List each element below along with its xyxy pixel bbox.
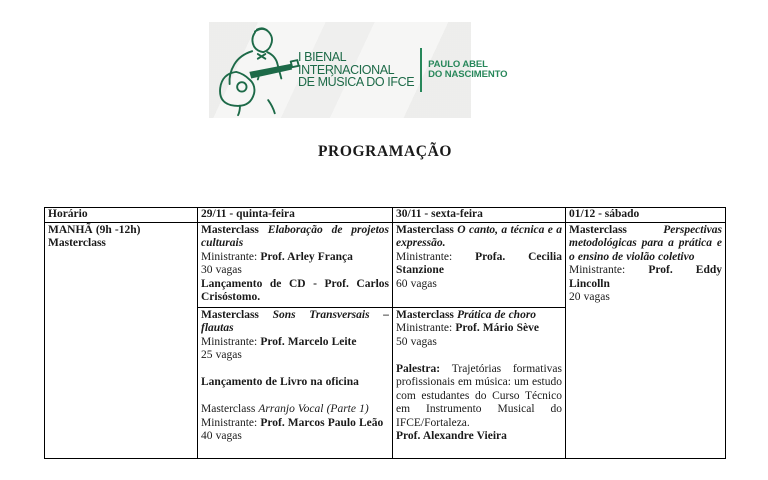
text-run: 20 vagas — [569, 291, 610, 303]
paragraph — [396, 336, 562, 350]
paragraph — [569, 291, 722, 305]
paragraph — [396, 363, 562, 431]
schedule-cell — [45, 223, 197, 458]
text-run: Ministrante: — [569, 264, 649, 276]
text-run: Prof. Marcos Paulo Leão — [260, 416, 384, 429]
text-run: Profa. Cecilia Stanzione — [396, 250, 562, 276]
schedule-block — [569, 224, 722, 305]
text-run: Masterclass — [201, 223, 268, 236]
logo-event-line: I BIENAL — [298, 50, 347, 65]
text-run: Masterclass — [201, 403, 259, 415]
column-header: 29/11 - quinta-feira — [197, 208, 392, 222]
text-run: Trajetórias formativas profissionais em música: um estudo com estudantes do Curso Técnico em Instrumento Musical do IFCE/Fortaleza. — [396, 362, 563, 429]
column-header: 01/12 - sábado — [565, 208, 725, 222]
logo-event-line: INTERNACIONAL — [298, 62, 395, 77]
paragraph — [201, 224, 389, 251]
column-header: Horário — [48, 208, 88, 220]
logo-person-line: PAULO ABEL — [428, 59, 488, 70]
text-run: 60 vagas — [396, 277, 437, 290]
page-title: PROGRAMAÇÃO — [317, 143, 453, 160]
schedule-block — [48, 224, 194, 251]
table-header-row — [45, 208, 725, 223]
event-logo — [209, 22, 508, 118]
logo-divider — [420, 48, 422, 92]
schedule-block — [396, 224, 562, 307]
paragraph — [201, 376, 389, 390]
logo-text — [298, 48, 507, 92]
text-run: 40 vagas — [201, 430, 242, 442]
schedule-block — [393, 307, 565, 444]
paragraph — [201, 278, 389, 305]
paragraph — [396, 322, 562, 336]
column-header: 30/11 - sexta-feira — [392, 208, 565, 222]
schedule-cell — [392, 223, 565, 458]
paragraph — [569, 224, 722, 265]
text-run: Ministrante: — [201, 335, 261, 348]
logo-event-line: DE MÚSICA DO IFCE — [298, 75, 415, 90]
paragraph — [201, 430, 389, 444]
schedule-cell — [197, 223, 392, 458]
paragraph — [201, 390, 389, 404]
paragraph — [396, 309, 562, 323]
paragraph — [396, 251, 562, 278]
paragraph — [48, 237, 194, 251]
paragraph — [569, 264, 722, 291]
paragraph — [396, 224, 562, 251]
text-run: Ministrante: — [396, 322, 456, 334]
paragraph — [201, 336, 389, 350]
paragraph — [396, 278, 562, 292]
text-run: Masterclass — [201, 308, 273, 321]
text-run: Masterclass — [396, 308, 458, 321]
text-run: Prof. Marcelo Leite — [260, 335, 357, 348]
text-run: Masterclass — [396, 223, 458, 236]
text-run: 30 vagas — [201, 264, 242, 276]
text-run: Prof. Arley França — [260, 250, 353, 263]
text-run: Elaboração de projetos culturais — [201, 223, 389, 249]
text-run: Palestra: — [396, 362, 452, 375]
schedule-block — [198, 307, 392, 444]
paragraph — [201, 349, 389, 363]
text-run: Sons Transversais – flautas — [201, 308, 389, 334]
text-run: Lançamento de Livro na oficina — [201, 376, 359, 388]
text-run: 25 vagas — [201, 349, 242, 361]
text-run: MANHÃ (9h -12h) — [48, 223, 141, 236]
paragraph — [396, 430, 562, 444]
paragraph — [201, 363, 389, 377]
text-run: Ministrante: — [201, 416, 261, 429]
paragraph — [201, 264, 389, 278]
text-run: Lançamento de CD - Prof. Carlos Crisóstomo. — [201, 277, 389, 303]
guitarist-icon — [208, 23, 302, 117]
table-body-row — [45, 223, 725, 458]
text-run: Arranjo Vocal (Parte 1) — [258, 403, 369, 415]
text-run: Ministrante: — [396, 250, 476, 263]
text-run: Perspectivas metodológicas para a prática e o ensino de violão coletivo — [569, 223, 722, 263]
logo-person-line: DO NASCIMENTO — [428, 69, 508, 80]
logo-event-name — [298, 51, 414, 89]
paragraph — [201, 309, 389, 336]
schedule-block — [201, 224, 389, 307]
paragraph — [201, 251, 389, 265]
text-run: 50 vagas — [396, 335, 437, 348]
text-run: Ministrante: — [201, 250, 261, 263]
text-run: Prof. Mário Sève — [455, 322, 539, 334]
paragraph — [396, 291, 562, 305]
text-run: Prof. Eddy Lincolln — [569, 264, 722, 290]
text-run: Masterclass — [48, 237, 106, 249]
schedule-table — [44, 207, 726, 459]
schedule-cell — [565, 223, 725, 458]
text-run: Prática de choro — [457, 308, 537, 321]
paragraph — [48, 224, 194, 238]
text-run: O canto, a técnica e a expressão. — [396, 223, 563, 249]
text-run: Masterclass — [569, 223, 664, 236]
text-run: Prof. Alexandre Vieira — [396, 430, 507, 442]
paragraph — [201, 403, 389, 417]
logo-person-name — [428, 60, 507, 80]
paragraph — [396, 349, 562, 363]
paragraph — [201, 417, 389, 431]
